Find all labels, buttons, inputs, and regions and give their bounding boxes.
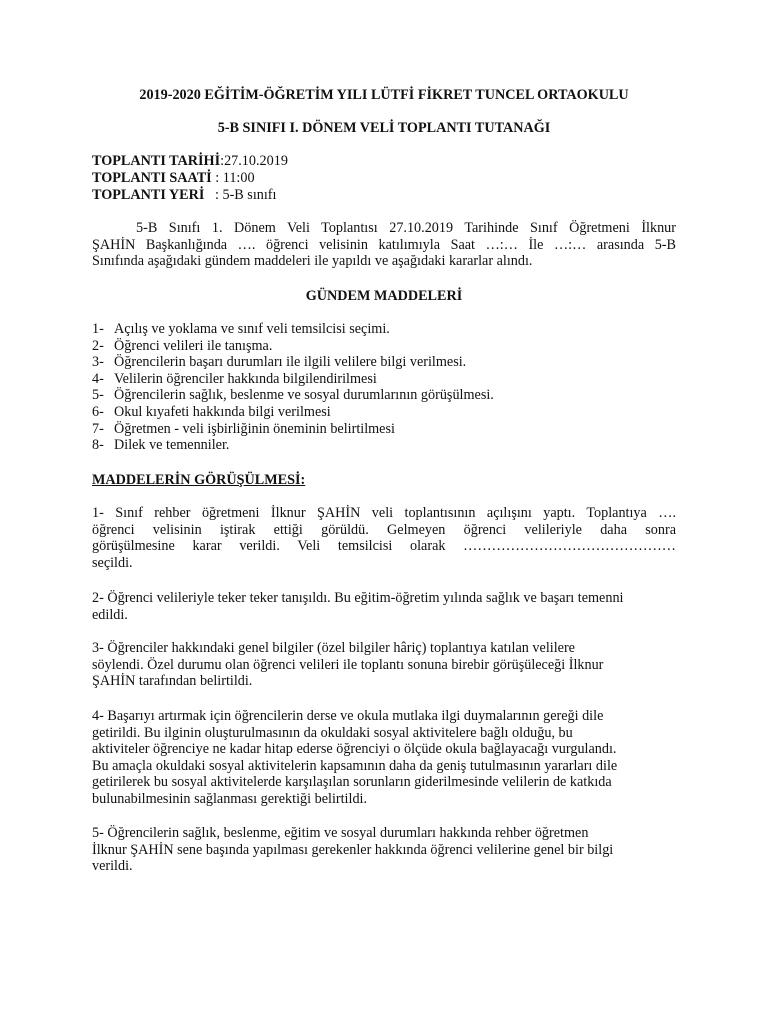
agenda-item-number: 8-: [92, 437, 104, 454]
paragraph-line: Bu amaçla okuldaki sosyal aktivitelerin kapsamının daha da geniş tutulmasının yararları dile: [92, 757, 618, 774]
meeting-time: [92, 170, 255, 187]
agenda-item-number: 6-: [92, 403, 104, 420]
list-item: [92, 437, 494, 454]
list-item: [92, 321, 494, 338]
meeting-date: [92, 153, 288, 170]
list-item: [92, 338, 494, 355]
agenda-item-text: Açılış ve yoklama ve sınıf veli temsilcisi seçimi.: [114, 321, 390, 337]
discussion-paragraph-2: [92, 590, 676, 623]
paragraph-line: 4- Başarıyı artırmak için öğrencilerin derse ve okula mutlaka ilgi duymalarının gereği dile: [92, 708, 604, 724]
discussion-paragraph-1: [92, 505, 676, 571]
list-item: [92, 404, 494, 421]
meeting-place-value: : 5-B sınıfı: [204, 187, 277, 203]
meeting-date-label: TOPLANTI TARİHİ: [92, 153, 221, 169]
agenda-item-text: Dilek ve temenniler.: [114, 437, 230, 454]
agenda-item-text: Öğrencilerin sağlık, beslenme ve sosyal durumlarının görüşülmesi.: [114, 387, 494, 404]
paragraph-line: görüşülmesine karar verildi. Veli temsilcisi olarak ………………………………………: [92, 538, 676, 555]
meeting-time-value: : 11:00: [211, 170, 255, 186]
paragraph-line: verildi.: [92, 858, 133, 875]
intro-line: 5-B Sınıfı 1. Dönem Veli Toplantısı 27.10.2019 Tarihinde Sınıf Öğretmeni İlknur: [136, 220, 676, 236]
list-item: [92, 354, 494, 371]
agenda-item-text: Öğrencilerin başarı durumları ile ilgili velilere bilgi verilmesi.: [114, 354, 467, 371]
agenda-item-text: Öğrenci velileri ile tanışma.: [114, 337, 273, 354]
agenda-title: GÜNDEM MADDELERİ: [305, 288, 463, 304]
agenda-item-number: 4-: [92, 370, 104, 387]
meeting-place: [92, 187, 276, 204]
agenda-item-text: Okul kıyafeti hakkında bilgi verilmesi: [114, 403, 331, 420]
paragraph-line: edildi.: [92, 606, 128, 623]
paragraph-line: getirildi. Bu ilginin oluşturulmasının da okuldaki sosyal aktivitelere bağlı olduğu, bu: [92, 724, 573, 741]
list-item: [92, 371, 494, 388]
intro-paragraph: [92, 220, 676, 270]
agenda-item-number: 1-: [92, 321, 104, 337]
agenda-item-number: 2-: [92, 337, 104, 354]
meeting-date-value: :27.10.2019: [220, 153, 288, 169]
meeting-place-label: TOPLANTI YERİ: [92, 187, 205, 203]
paragraph-line: ŞAHİN tarafından belirtildi.: [92, 673, 253, 690]
intro-line: Sınıfında aşağıdaki gündem maddeleri ile yapıldı ve aşağıdaki kararlar alındı.: [92, 253, 533, 270]
agenda-item-text: Velilerin öğrenciler hakkında bilgilendirilmesi: [114, 370, 377, 387]
paragraph-line: İlknur ŞAHİN sene başında yapılması gerekenler hakkında öğrenci velilerine genel bir bilgi: [92, 841, 614, 858]
paragraph-line: bulunabilmesinin sağlanması gerektiği belirtildi.: [92, 790, 368, 807]
paragraph-line: 3- Öğrenciler hakkındaki genel bilgiler (özel bilgiler hâriç) toplantıya katılan velilere: [92, 640, 575, 656]
list-item: [92, 387, 494, 404]
document-title: 5-B SINIFI I. DÖNEM VELİ TOPLANTI TUTANAĞI: [217, 120, 551, 136]
agenda-item-number: 3-: [92, 354, 104, 371]
paragraph-line: seçildi.: [92, 554, 133, 571]
discussion-paragraph-5: [92, 825, 676, 875]
paragraph-line: öğrenci velisinin iştirak ettiği görüldü. Gelmeyen öğrenci velileriyle daha sonra: [92, 521, 676, 538]
paragraph-line: 1- Sınıf rehber öğretmeni İlknur ŞAHİN veli toplantısının açılışını yaptı. Toplantıya ….: [92, 505, 676, 521]
discussion-paragraph-3: [92, 640, 676, 690]
paragraph-line: 2- Öğrenci velileriyle teker teker tanışıldı. Bu eğitim-öğretim yılında sağlık ve başarı temenni: [92, 590, 624, 606]
paragraph-line: 5- Öğrencilerin sağlık, beslenme, eğitim ve sosyal durumları hakkında rehber öğretmen: [92, 825, 589, 841]
paragraph-line: söylendi. Özel durumu olan öğrenci velileri ile toplantı sonuna birebir görüşüleceği İlknur: [92, 656, 604, 673]
meeting-time-label: TOPLANTI SAATİ: [92, 170, 212, 186]
list-item: [92, 421, 494, 438]
discussion-title: MADDELERİN GÖRÜŞÜLMESİ:: [92, 472, 306, 488]
agenda-item-number: 7-: [92, 420, 104, 437]
school-title: 2019-2020 EĞİTİM-ÖĞRETİM YILI LÜTFİ FİKRET TUNCEL ORTAOKULU: [139, 87, 629, 103]
agenda-item-number: 5-: [92, 387, 104, 404]
paragraph-line: getirilerek bu sosyal aktivitelerde karşılaşılan sorunların giderilmesinde velilerin de katkıda: [92, 774, 612, 791]
discussion-paragraph-4: [92, 708, 676, 808]
agenda-item-text: Öğretmen - veli işbirliğinin öneminin belirtilmesi: [114, 420, 395, 437]
paragraph-line: aktiviteler öğrenciye ne kadar hitap ederse öğrenciyi o ölçüde okula bağlayacağı vurgulandı.: [92, 741, 617, 758]
agenda-list: [92, 321, 494, 454]
intro-line: ŞAHİN Başkanlığında …. öğrenci velisinin katılımıyla Saat …:… İle …:… arasında 5-B: [92, 236, 676, 253]
